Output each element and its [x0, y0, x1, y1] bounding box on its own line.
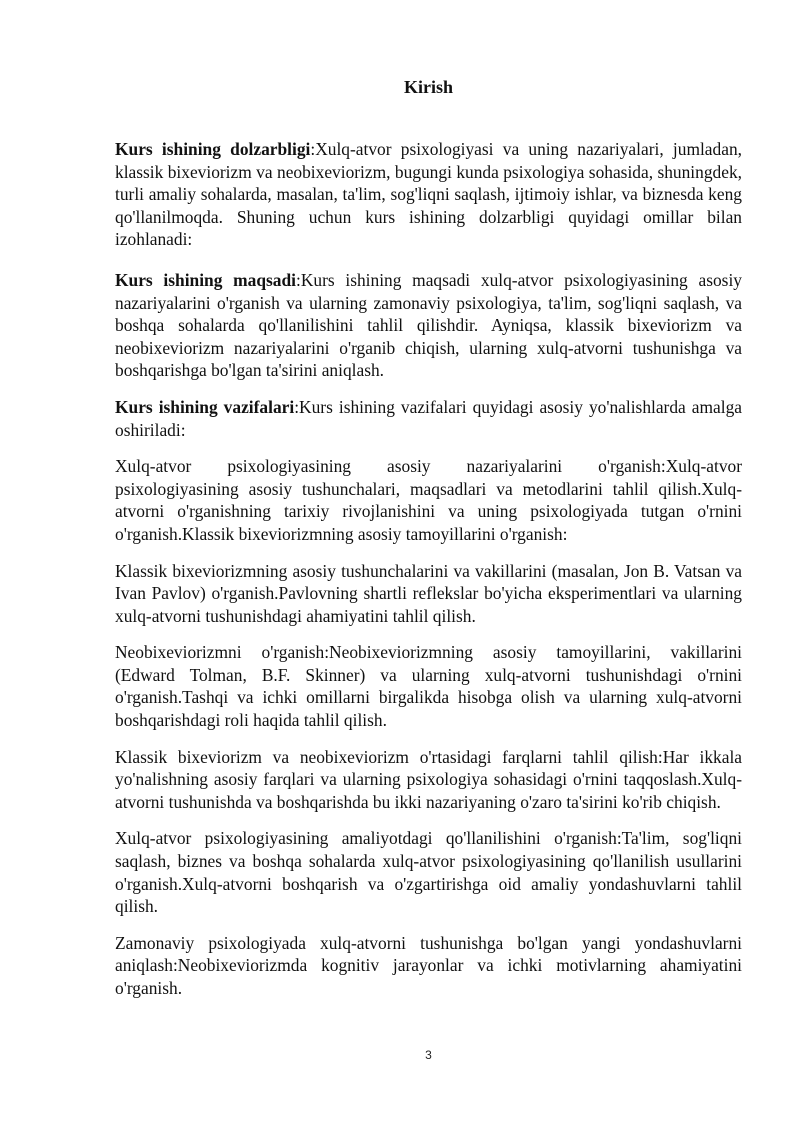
paragraph-task-2	[115, 560, 742, 628]
paragraph-text: Neobixeviorizmni o'rganish:Neobixeviorizmning asosiy tamoyillarini, vakillarini (Edward Tolman, B.F. Skinner) va ularning xulq-atvorni tushunishdagi o'rnini o'rganish.Tashqi va ichki omillarni birgalikda hisobga olish va ularning xulq-atvorni boshqarishdagi roli haqida tahlil qilish.	[115, 642, 742, 731]
paragraph-task-4	[115, 746, 742, 814]
paragraph-relevance	[115, 138, 742, 251]
paragraph-text: Zamonaviy psixologiyada xulq-atvorni tushunishga bo'lgan yangi yondashuvlarni aniqlash:Neobixeviorizmda kognitiv jarayonlar va ichki motivlarning ahamiyatini o'rganish.	[115, 932, 742, 998]
paragraph-task-6	[115, 932, 742, 1000]
paragraph-text: Xulq-atvor psixologiyasining asosiy nazariyalarini o'rganish:Xulq-atvor psixologiyasining asosiy tushunchalari, maqsadlari va metodlarini tahlil qilish.Xulq-atvorni o'rganishning tarixiy rivojlanishini va uning psixologiyada tutgan o'rnini o'rganish.Klassik bixeviorizmning asosiy tamoyillarini o'rganish:	[115, 456, 742, 544]
page-title: Kirish	[403, 77, 453, 97]
paragraph-tasks	[115, 396, 742, 441]
paragraph-text: :Xulq-atvor psixologiyasi va uning nazariyalari, jumladan, klassik bixeviorizm va neobixeviorizm, bugungi kunda psixologiya sohasida, shuningdek, turli amaliy sohalarda, masalan, ta'lim, sog'liqni saqlash, ijtimoiy ishlar, va biznesda keng qo'llanilmoqda. Shuning uchun kurs ishining dolzarbligi quyidagi omillar bilan izohlanadi:	[115, 139, 742, 250]
page-number: 3	[425, 1048, 432, 1062]
paragraph-task-3	[115, 641, 742, 731]
paragraph-task-1	[115, 455, 742, 545]
body-text	[115, 138, 742, 1014]
paragraph-text: :Kurs ishining vazifalari quyidagi asosiy yo'nalishlarda amalga oshiriladi:	[115, 396, 742, 440]
paragraph-text: Klassik bixeviorizm va neobixeviorizm o'rtasidagi farqlarni tahlil qilish:Har ikkala yo'nalishning asosiy farqlari va ularning psixologiya sohasidagi o'rnini taqqoslash.Xulq-atvorni tushunishda va boshqarishda bu ikki nazariyaning o'zaro ta'sirini ko'rib chiqish.	[115, 746, 742, 812]
paragraph-text: Klassik bixeviorizmning asosiy tushunchalarini va vakillarini (masalan, Jon B. Vatsan va Ivan Pavlov) o'rganish.Pavlovning shartli reflekslar bo'yicha eksperimentlari va ularning xulq-atvorni tushunishdagi ahamiyatini tahlil qilish.	[115, 560, 742, 626]
paragraph-text: Xulq-atvor psixologiyasining amaliyotdagi qo'llanilishini o'rganish:Ta'lim, sog'liqni saqlash, biznes va boshqa sohalarda xulq-atvor psixologiyasining qo'llanilish usullarini o'rganish.Xulq-atvorni boshqarish va o'zgartirishga oid amaliy yondashuvlarni tahlil qilish.	[115, 828, 742, 917]
paragraph-heading: Kurs ishining vazifalari	[115, 396, 295, 417]
paragraph-text: :Kurs ishining maqsadi xulq-atvor psixologiyasining asosiy nazariyalarini o'rganish va ularning zamonaviy psixologiya, ta'lim, sog'liqni saqlash, va boshqa sohalarda qo'llanilishini tahlil qilishdir. Ayniqsa, klassik bixeviorizm va neobixeviorizm nazariyalarini o'rganib chiqish, ularning xulq-atvorni tushunishga va boshqarishga bo'lgan ta'sirini aniqlash.	[115, 269, 742, 381]
paragraph-goal	[115, 269, 742, 382]
paragraph-heading: Kurs ishining dolzarbligi	[115, 139, 311, 159]
paragraph-task-5	[115, 827, 742, 917]
paragraph-heading: Kurs ishining maqsadi	[115, 269, 296, 290]
